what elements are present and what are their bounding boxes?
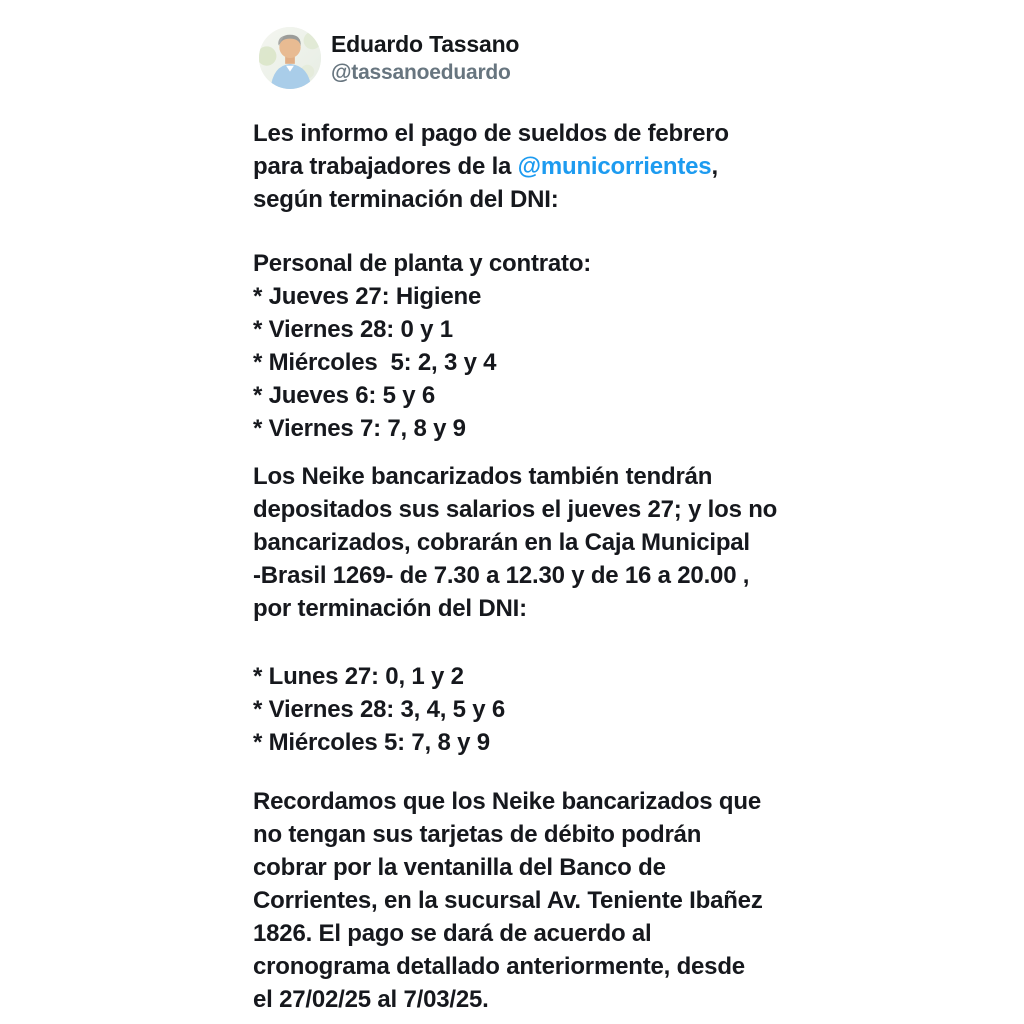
closing-line: cronograma detallado anteriormente, desde (253, 953, 745, 980)
intro-line-1: Les informo el pago de sueldos de febrero (253, 120, 729, 147)
closing-line: no tengan sus tarjetas de débito podrán (253, 821, 702, 848)
tweet-author-header (259, 26, 813, 90)
neike-line: bancarizados, cobrarán en la Caja Municipal (253, 529, 750, 556)
neike-paragraph (253, 460, 813, 625)
neike-line: -Brasil 1269- de 7.30 a 12.30 y de 16 a 20.00 , (253, 562, 750, 589)
schedule-2-item: * Miércoles 5: 7, 8 y 9 (253, 729, 490, 756)
author-identity (331, 31, 519, 85)
schedule-1-item: * Jueves 27: Higiene (253, 283, 482, 310)
avatar[interactable] (259, 27, 321, 89)
closing-line: cobrar por la ventanilla del Banco de (253, 854, 666, 881)
intro-line-2-suffix: , (711, 153, 718, 180)
neike-line: Los Neike bancarizados también tendrán (253, 463, 713, 490)
tweet-card (253, 26, 813, 1016)
closing-line: 1826. El pago se dará de acuerdo al (253, 920, 652, 947)
closing-line: el 27/02/25 al 7/03/25. (253, 986, 489, 1013)
schedule-1-item: * Miércoles 5: 2, 3 y 4 (253, 349, 497, 376)
schedule-1-item: * Viernes 7: 7, 8 y 9 (253, 415, 466, 442)
schedule-2-item: * Viernes 28: 3, 4, 5 y 6 (253, 696, 506, 723)
intro-line-3: según terminación del DNI: (253, 186, 559, 213)
schedule-2-item: * Lunes 27: 0, 1 y 2 (253, 663, 464, 690)
closing-paragraph (253, 785, 813, 1016)
closing-line: Recordamos que los Neike bancarizados que (253, 788, 761, 815)
neike-line: depositados sus salarios el jueves 27; y los no (253, 496, 778, 523)
avatar-image (259, 27, 321, 89)
schedule-1-title: Personal de planta y contrato: (253, 250, 592, 277)
author-display-name[interactable]: Eduardo Tassano (331, 31, 520, 58)
intro-line-2 (253, 150, 813, 183)
intro-line-2-prefix: para trabajadores de la (253, 153, 518, 180)
author-handle[interactable]: @tassanoeduardo (331, 60, 511, 84)
mention-link-municorrientes[interactable]: @municorrientes (517, 153, 712, 180)
closing-line: Corrientes, en la sucursal Av. Teniente Ibañez (253, 887, 763, 914)
schedule-1-item: * Jueves 6: 5 y 6 (253, 382, 436, 409)
schedule-planta-contrato (253, 247, 813, 445)
neike-line: por terminación del DNI: (253, 595, 527, 622)
schedule-1-item: * Viernes 28: 0 y 1 (253, 316, 453, 343)
schedule-caja-municipal (253, 660, 813, 759)
intro-paragraph (253, 117, 813, 216)
tweet-text (253, 117, 813, 1016)
